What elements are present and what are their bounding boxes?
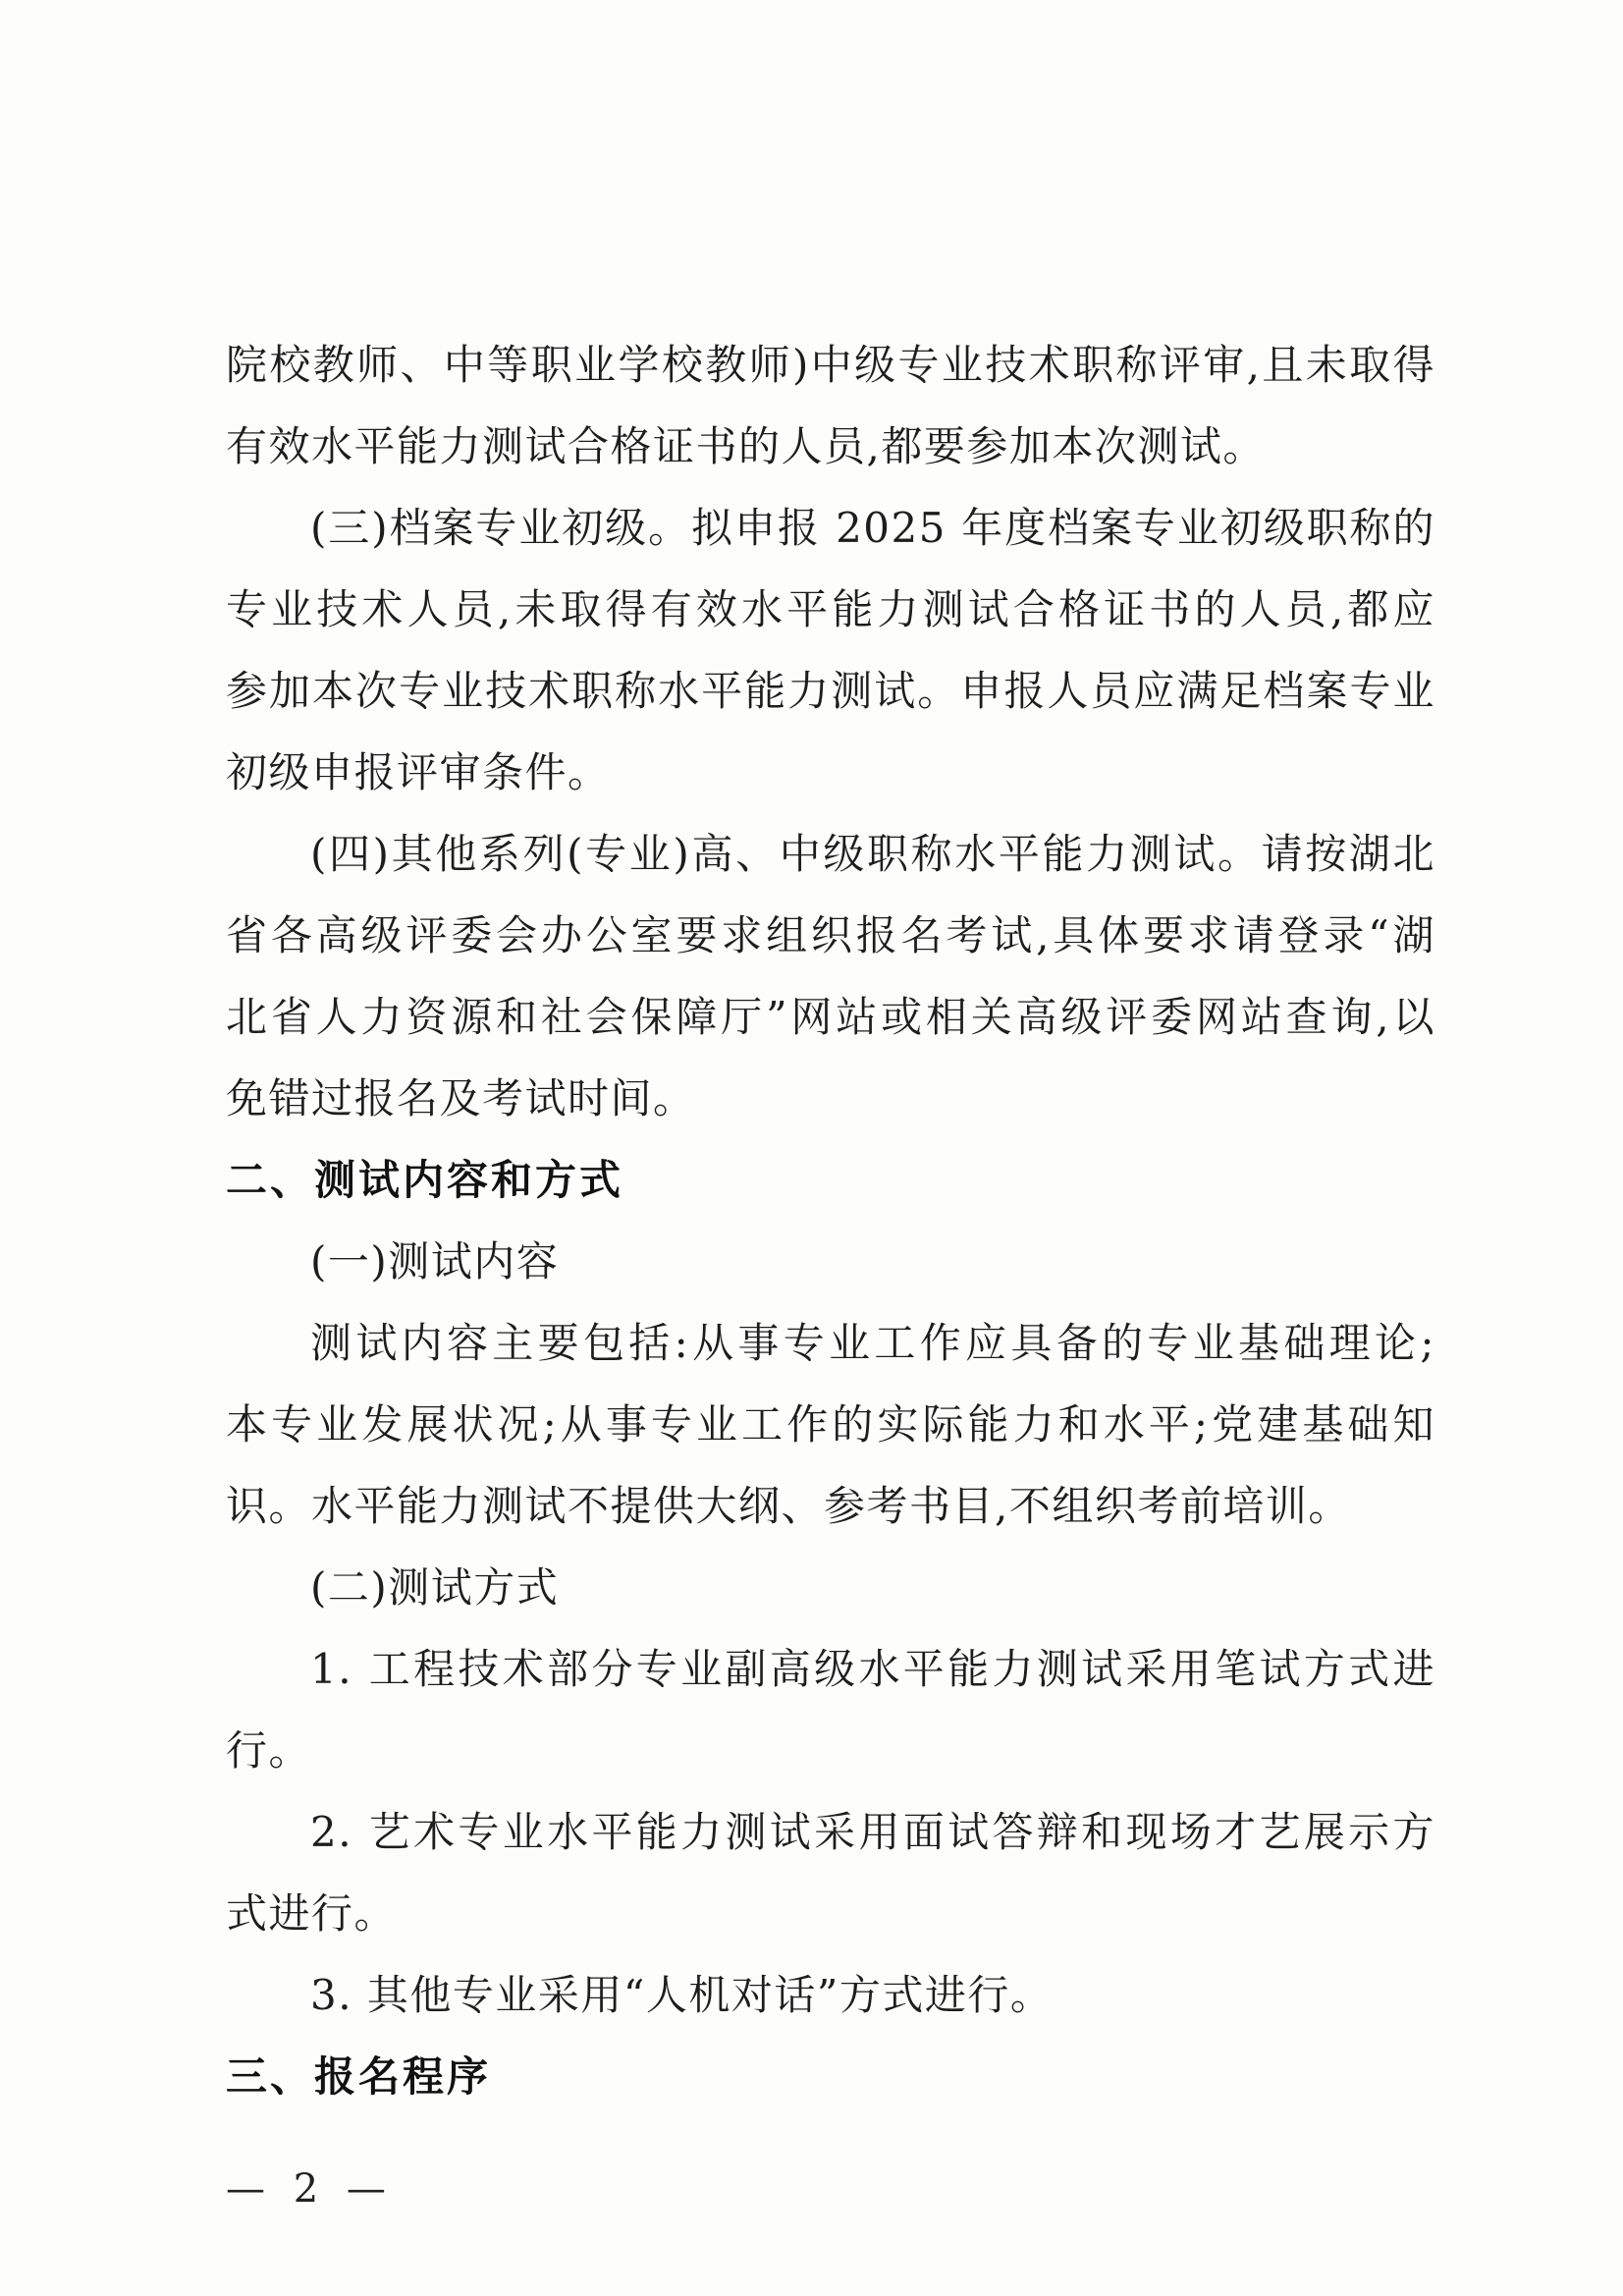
text-line: 行。 bbox=[226, 1726, 312, 1775]
text-line: 省各高级评委会办公室要求组织报名考试,具体要求请登录“湖 bbox=[226, 911, 1435, 959]
text-line: 式进行。 bbox=[226, 1889, 398, 1938]
text-line: 院校教师、中等职业学校教师)中级专业技术职称评审,且未取得 bbox=[226, 341, 1435, 389]
text-line: 识。水平能力测试不提供大纲、参考书目,不组织考前培训。 bbox=[226, 1482, 1351, 1530]
text-line: 2. 艺术专业水平能力测试采用面试答辩和现场才艺展示方 bbox=[310, 1808, 1435, 1856]
text-line: 北省人力资源和社会保障厅”网站或相关高级评委网站查询,以 bbox=[226, 993, 1435, 1041]
page-number: — 2 — bbox=[226, 2166, 394, 2212]
text-line: 初级申报评审条件。 bbox=[226, 748, 611, 796]
text-line: (一)测试内容 bbox=[310, 1237, 560, 1285]
text-line: 有效水平能力测试合格证书的人员,都要参加本次测试。 bbox=[226, 422, 1266, 470]
text-block bbox=[226, 324, 1435, 2117]
text-line: 3. 其他专业采用“人机对话”方式进行。 bbox=[310, 1971, 1054, 2019]
text-line: 专业技术人员,未取得有效水平能力测试合格证书的人员,都应 bbox=[226, 585, 1435, 633]
text-line: (三)档案专业初级。拟申报 2025 年度档案专业初级职称的 bbox=[310, 504, 1435, 552]
text-line: 免错过报名及考试时间。 bbox=[226, 1074, 696, 1122]
text-line: 测试内容主要包括:从事专业工作应具备的专业基础理论; bbox=[310, 1319, 1435, 1367]
section-heading: 二、测试内容和方式 bbox=[226, 1156, 624, 1204]
text-line: (二)测试方式 bbox=[310, 1563, 560, 1612]
text-line: 参加本次专业技术职称水平能力测试。申报人员应满足档案专业 bbox=[226, 667, 1435, 715]
text-line: 1. 工程技术部分专业副高级水平能力测试采用笔试方式进 bbox=[310, 1645, 1435, 1693]
section-heading: 三、报名程序 bbox=[226, 2052, 492, 2101]
text-line: (四)其他系列(专业)高、中级职称水平能力测试。请按湖北 bbox=[310, 830, 1435, 878]
text-line: 本专业发展状况;从事专业工作的实际能力和水平;党建基础知 bbox=[226, 1400, 1435, 1449]
